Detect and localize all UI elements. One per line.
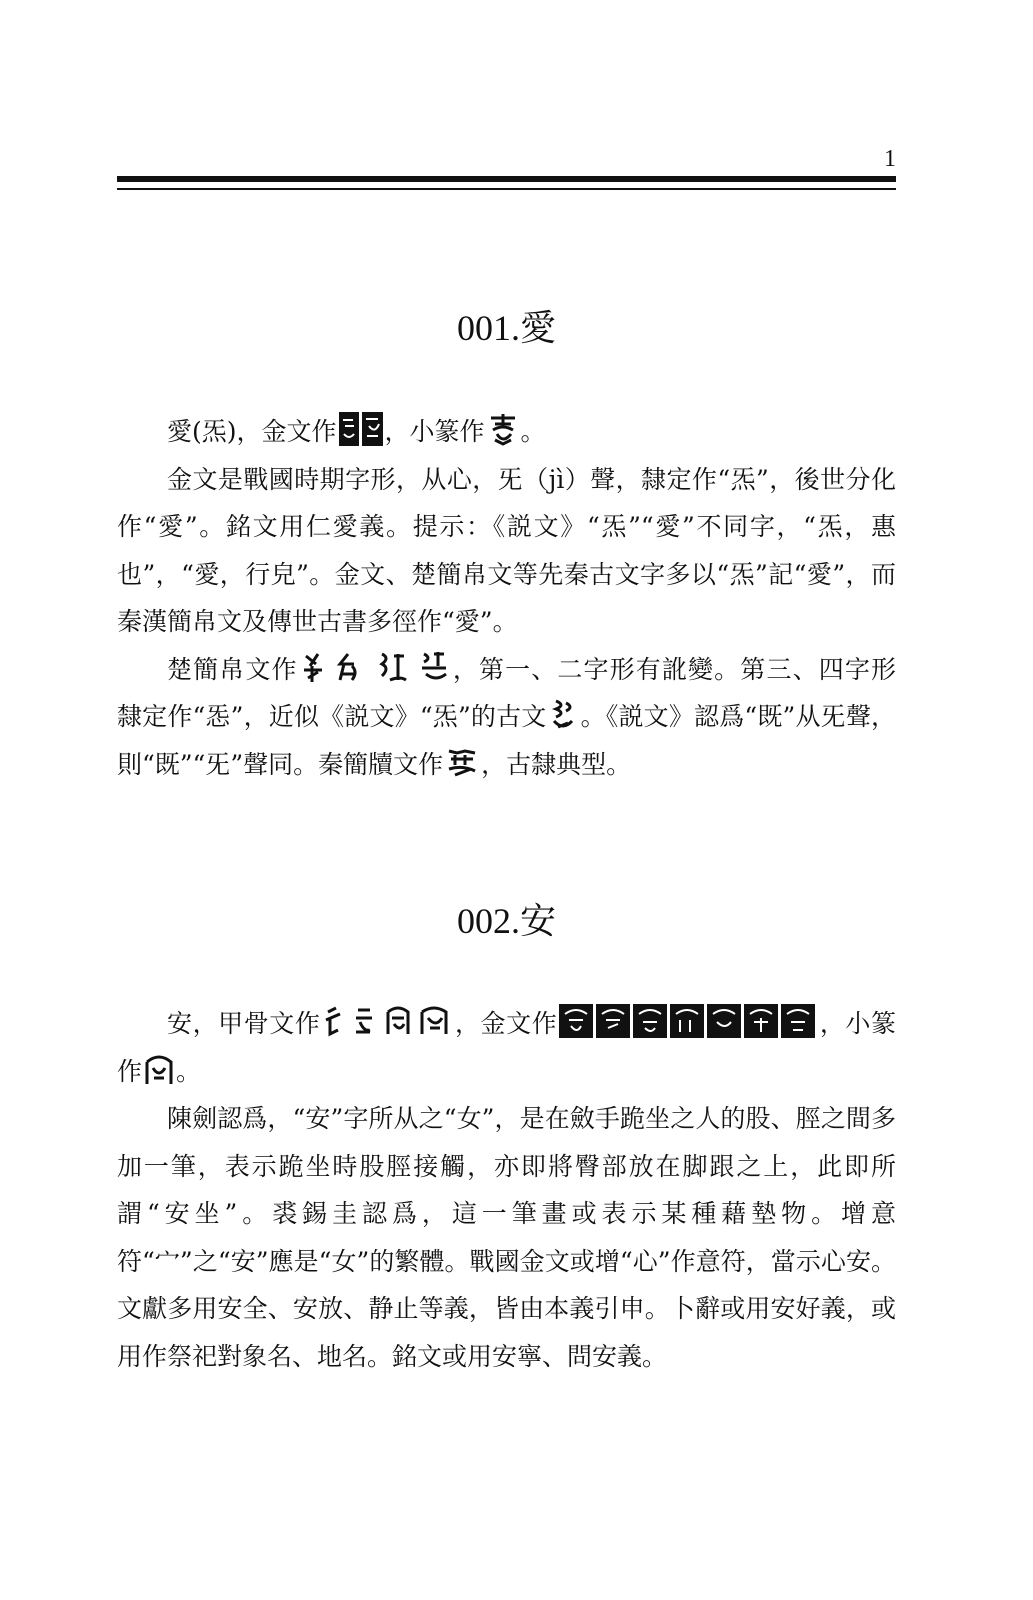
ancient-script-glyph-image bbox=[548, 697, 578, 731]
paragraph bbox=[117, 646, 896, 789]
paragraph: 金文是戰國時期字形，从心，旡（jì）聲，隸定作“炁”，後世分化作“愛”。銘文用仁愛義。提示：《説文》“炁”“愛”不同字，“炁，惠也”，“愛，行皃”。金文、楚簡帛文等先秦古文字多以“炁”記“愛”，而秦漢簡帛文及傳世古書多徑作“愛”。 bbox=[117, 464, 896, 636]
section-body-001 bbox=[117, 408, 896, 788]
text-run: 。《説文》認爲“既”从旡聲，則“既”“旡”聲同。秦簡牘文作 bbox=[117, 702, 896, 779]
header-rule-thin bbox=[117, 188, 896, 190]
paragraph bbox=[117, 1000, 896, 1095]
text-run: ，金文作 bbox=[454, 1009, 558, 1038]
paragraph: 陳劍認爲，“安”字所从之“女”，是在斂手跪坐之人的股、脛之間多加一筆，表示跪坐時股脛接觸，亦即將臀部放在脚跟之上，此即所謂“安坐”。裘錫圭認爲，這一筆畫或表示某種藉墊物。增意符“宀”之“安”應是“女”的繁體。戰國金文或增“心”作意符，當示心安。文獻多用安全、安放、静止等義，皆由本義引申。卜辭或用安好義，或用作祭祀對象名、地名。銘文或用安寧、問安義。 bbox=[117, 1104, 896, 1371]
section-heading-001: 001.愛 bbox=[456, 308, 556, 348]
text-run: 。 bbox=[520, 417, 546, 446]
text-run: 愛(炁)，金文作 bbox=[167, 417, 337, 446]
header-rule-thick bbox=[117, 176, 896, 182]
bronze-glyph-image bbox=[339, 412, 383, 446]
seal-glyph-image bbox=[487, 412, 519, 446]
page-number: 1 bbox=[884, 146, 896, 172]
text-run: ，古隸典型。 bbox=[481, 749, 632, 779]
bronze-glyph-image bbox=[559, 1004, 817, 1038]
text-run: 。 bbox=[176, 1056, 202, 1086]
oracle-bone-glyph-image bbox=[322, 1004, 452, 1038]
section-heading-002: 002.安 bbox=[456, 901, 556, 941]
section-body-002 bbox=[117, 1000, 896, 1380]
text-run: ，第一、二字形有訛變。第三、四字形隸定作“㤅”，近似《説文》“炁”的古文 bbox=[117, 654, 896, 731]
paragraph bbox=[117, 408, 896, 456]
text-run: ，小篆作 bbox=[117, 1009, 896, 1086]
text-run: 楚簡帛文作 bbox=[167, 654, 298, 684]
text-run: 安，甲骨文作 bbox=[167, 1009, 321, 1038]
chu-glyph-image bbox=[300, 650, 450, 684]
qin-slip-glyph-image bbox=[445, 745, 479, 779]
text-run: ，小篆作 bbox=[384, 417, 485, 446]
seal-glyph-image bbox=[144, 1052, 174, 1086]
